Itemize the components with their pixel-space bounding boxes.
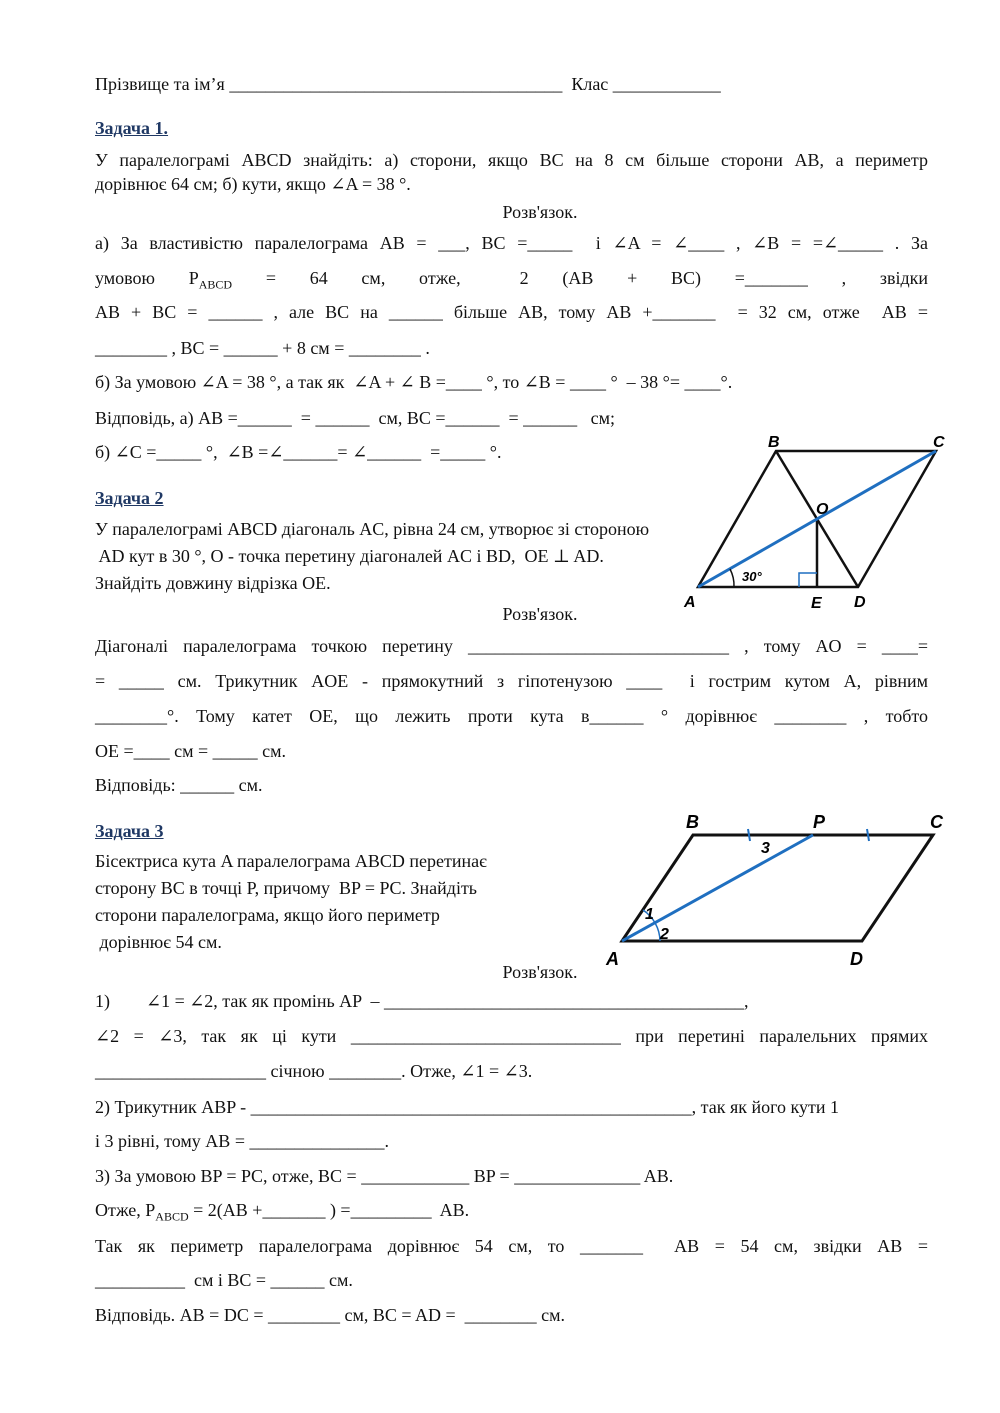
fig1-label-d: D xyxy=(854,594,866,611)
fig1-angle-arc xyxy=(730,569,734,587)
task3-condition-line-1: Бісектриса кута A паралелограма ABCD перетинає xyxy=(95,851,487,871)
task3-step-3-line-1: 3) За умовою BP = PC, отже, BC = ____________ BP = ______________ AB. xyxy=(95,1166,674,1186)
parallelogram-figure-2 xyxy=(598,805,958,975)
fig2-label-a: A xyxy=(606,949,619,969)
fig1-label-b: B xyxy=(768,434,780,451)
task2-heading: Задача 2 xyxy=(95,488,164,508)
fig2-label-d: D xyxy=(850,949,863,969)
task3-step-1-line-3: ___________________ січною ________. Отже, ∠1 = ∠3. xyxy=(95,1061,533,1081)
task2-condition-line-2: AD кут в 30 °, O - точка перетину діагоналей AC і BD, OE ⊥ AD. xyxy=(95,546,604,566)
task3-step-1-line-1: 1) ∠1 = ∠2, так як промінь AP – ________________________________________, xyxy=(95,991,749,1011)
task2-solution-title: Розв'язок. xyxy=(502,604,578,624)
task1-solution-a-line-2: умовою $P_{ABCD}$ = 64 см, отже, 2 (AB + BC) =_______ , звідки xyxy=(95,268,928,292)
task3-condition-line-3: сторони паралелограма, якщо його периметр xyxy=(95,905,440,925)
task1-answer-line-2: б) ∠C =_____ °, ∠B =∠______= ∠______ =_____ °. xyxy=(95,442,502,462)
task3-step-3-line-2: Отже, $P_{ABCD} = 2(AB$ +_______ ) =_________ AB. xyxy=(95,1200,470,1224)
task1-heading: Задача 1. xyxy=(95,118,169,138)
task2-answer: Відповідь: ______ см. xyxy=(95,775,263,795)
fig1-right-angle-mark xyxy=(799,573,817,587)
fig2-label-c: C xyxy=(930,812,943,832)
task2-condition-line-3: Знайдіть довжину відрізка OE. xyxy=(95,573,331,593)
task3-step-3-line-4: __________ см і BC = ______ см. xyxy=(95,1270,353,1290)
fig2-bisector-ap xyxy=(622,835,813,941)
task1-solution-title: Розв'язок. xyxy=(502,202,578,222)
task1-condition-line-1: У паралелограмі ABCD знайдіть: а) сторони, якщо BC на 8 см більше сторони AB, а периметр xyxy=(95,150,928,170)
task3-step-2-line-2: і 3 рівні, тому AB = _______________. xyxy=(95,1131,389,1151)
parallelogram-figure-1 xyxy=(680,428,960,618)
task1-answer-line-1: Відповідь, а) AB =______ = ______ см, BC =______ = ______ см; xyxy=(95,408,616,428)
task1-solution-b-line: б) За умовою ∠A = 38 °, а так як ∠A + ∠ B =____ °, то ∠B = ____ ° – 38 °= ____°. xyxy=(95,372,733,392)
fig2-angle-3: 3 xyxy=(761,840,770,857)
task1-solution-a-line-1: а) За властивістю паралелограма AB = ___, BC =_____ і ∠A = ∠____ , ∠B = =∠_____ . За xyxy=(95,233,928,253)
task3-condition-line-4: дорівнює 54 см. xyxy=(95,932,222,952)
fig1-label-a: A xyxy=(684,594,696,611)
fig2-label-p: P xyxy=(813,812,826,832)
task1-solution-a-line-4: ________ , BC = ______ + 8 см = ________ . xyxy=(95,338,430,358)
fig2-angle-2: 2 xyxy=(660,926,669,943)
task3-step-3-line-3: Так як периметр паралелограма дорівнює 54 см, то _______ AB = 54 см, звідки AB = xyxy=(95,1236,928,1256)
task1-solution-a-line-3: AB + BC = ______ , але BC на ______ більше AB, тому AB +_______ = 32 см, отже AB = xyxy=(95,302,928,322)
fig2-tick-bp xyxy=(748,829,750,841)
fig2-label-b: B xyxy=(686,812,699,832)
task3-step-1-line-2: ∠2 = ∠3, так як ці кути ______________________________ при перетині паралельних прямих xyxy=(95,1026,928,1046)
task3-answer: Відповідь. AB = DC = ________ см, BC = AD = ________ см. xyxy=(95,1305,566,1325)
task2-solution-line-4: OE =____ см = _____ см. xyxy=(95,741,287,761)
task3-solution-title: Розв'язок. xyxy=(502,962,578,982)
task1-condition-line-2: дорівнює 64 см; б) кути, якщо ∠A = 38 °. xyxy=(95,174,411,194)
task2-condition-line-1: У паралелограмі ABCD діагональ AC, рівна 24 см, утворює зі стороною xyxy=(95,519,650,539)
task3-condition-line-2: сторону BC в точці P, причому BP = PC. Знайдіть xyxy=(95,878,478,898)
task2-solution-line-3: ________°. Тому катет OE, що лежить проти кута в______ ° дорівнює ________ , тобто xyxy=(95,706,928,726)
task2-solution-line-1: Діагоналі паралелограма точкою перетину _____________________________ , тому AO = ____= xyxy=(95,636,928,656)
fig1-angle-label: 30° xyxy=(742,569,762,584)
name-class-line: Прізвище та ім’я _____________________________________ Клас ____________ xyxy=(95,74,721,94)
fig1-label-e: E xyxy=(811,595,822,612)
fig2-angle-1: 1 xyxy=(645,906,654,923)
task2-solution-line-2: = _____ см. Трикутник AOE - прямокутний з гіпотенузою ____ і гострим кутом A, рівним xyxy=(95,671,928,691)
task3-heading: Задача 3 xyxy=(95,821,164,841)
fig2-tick-pc xyxy=(867,829,869,841)
fig1-label-o: O xyxy=(816,501,829,518)
fig1-label-c: C xyxy=(933,434,945,451)
task3-step-2-line-1: 2) Трикутник ABP - _________________________________________________, так як його кути 1 xyxy=(95,1097,840,1117)
